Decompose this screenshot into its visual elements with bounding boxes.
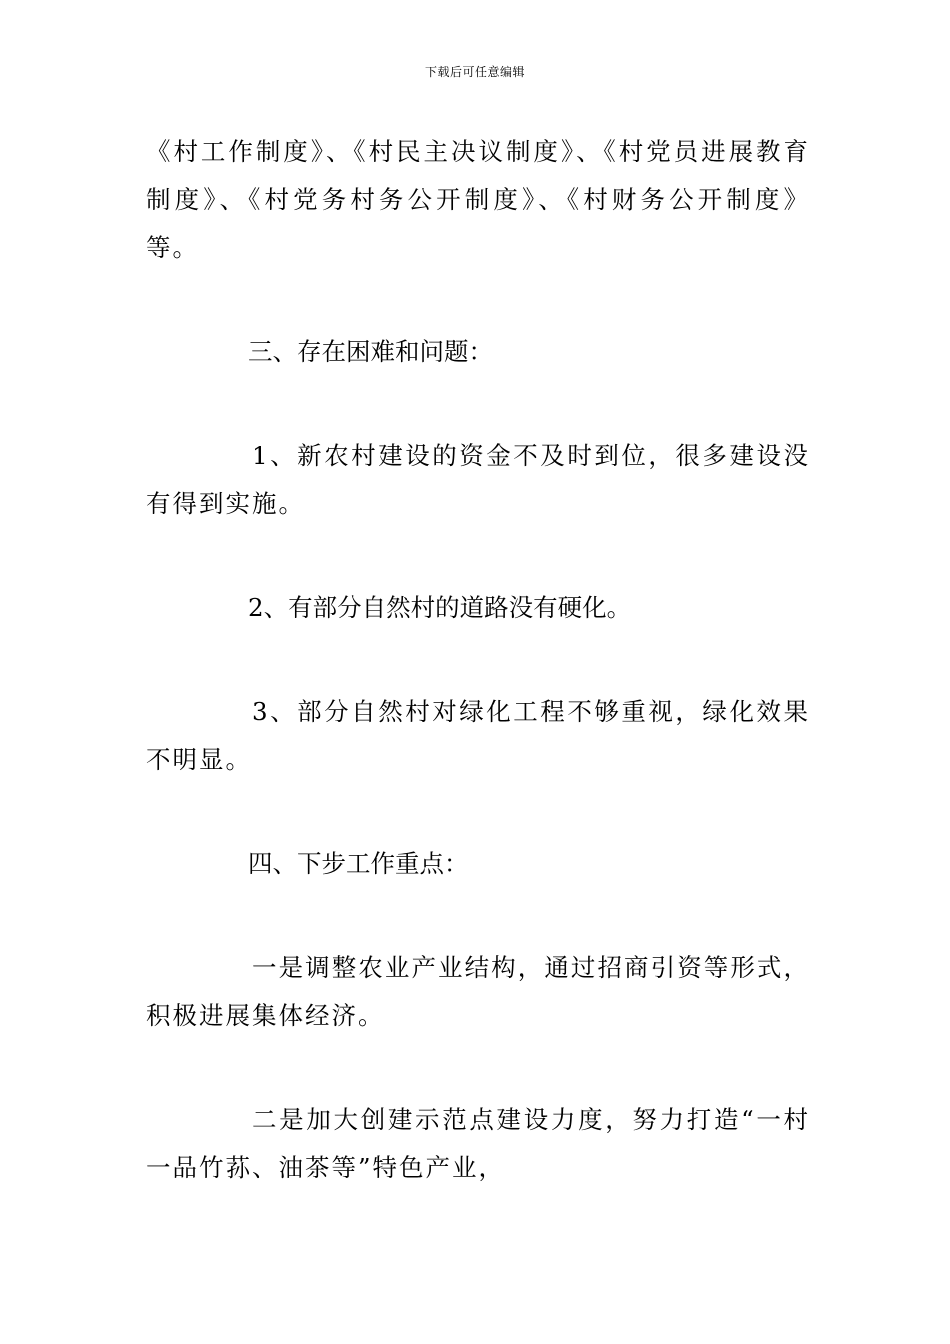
problem-item-2: 2、有部分自然村的道路没有硬化。 [248,593,632,622]
paragraph-rules-list: 《村工作制度》、《村民主决议制度》、《村党员进展教育制度》、《村党务村务公开制度》、《村财务公开制度》等。 [146,137,810,262]
section-heading-3: 三、存在困难和问题： [248,337,493,366]
work-point-1: 一是调整农业产业结构，通过招商引资等形式，积极进展集体经济。 [146,953,810,1030]
document-body [146,128,810,1192]
spacer [146,1040,810,1096]
page-header: 下载后可任意编辑 [424,65,525,79]
problem-item-1: 1、新农村建设的资金不及时到位，很多建设没有得到实施。 [146,441,810,518]
work-point-2: 二是加大创建示范点建设力度，努力打造“一村一品竹荪、油茶等”特色产业， [146,1105,810,1182]
spacer [146,528,810,584]
spacer [146,272,810,328]
spacer [146,888,810,944]
section-heading-4: 四、下步工作重点： [248,849,469,878]
spacer [146,784,810,840]
spacer [146,376,810,432]
problem-item-3: 3、部分自然村对绿化工程不够重视，绿化效果不明显。 [146,697,810,774]
spacer [146,632,810,688]
